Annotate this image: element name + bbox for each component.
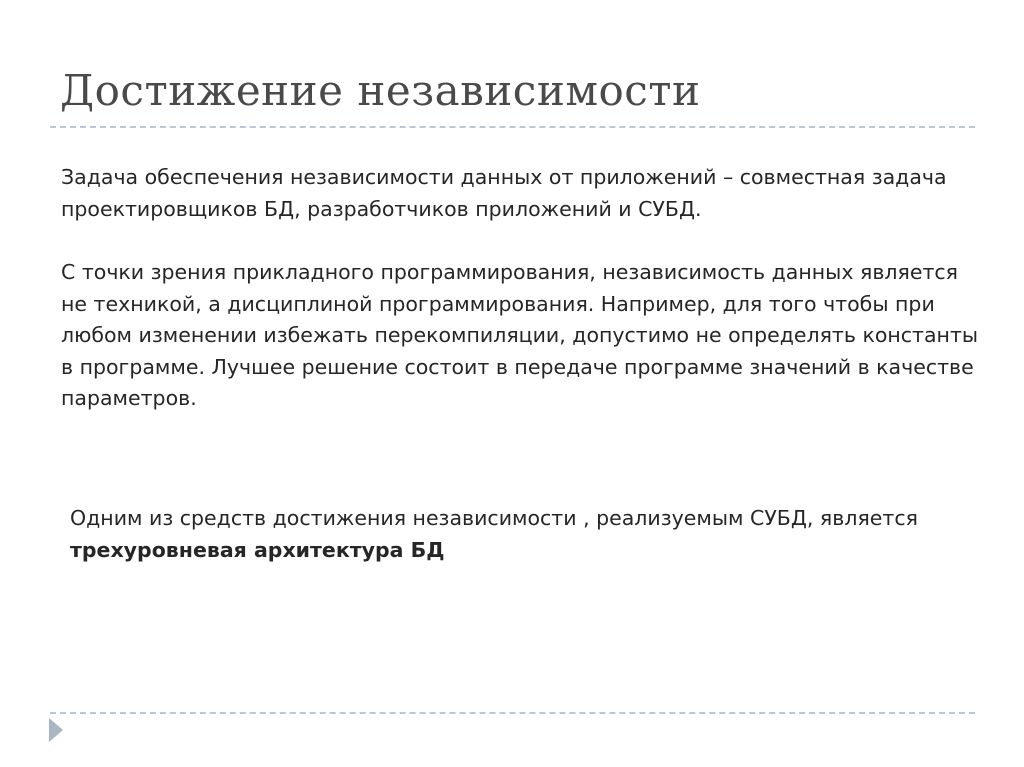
slide-title: Достижение независимости: [60, 66, 701, 115]
architecture-emphasis: трехуровневая архитектура БД: [70, 537, 445, 562]
title-divider: [50, 126, 975, 128]
paragraph-architecture: [70, 503, 990, 566]
architecture-intro: Одним из средств достижения независимости , реализуемым СУБД, является: [70, 506, 918, 530]
paragraph-programming: С точки зрения прикладного программирования, независимость данных является не техникой, а дисциплиной программирования. Например, для того чтобы при любом изменении избежать перекомпиляции, допустимо не определять константы в программе. Лучшее решение состоит в передаче программе значений в качестве параметров.: [61, 260, 979, 410]
footer-divider: [50, 712, 975, 714]
next-slide-triangle-icon[interactable]: [49, 718, 63, 742]
paragraph-task: Задача обеспечения независимости данных от приложений – совместная задача проектировщиков БД, разработчиков приложений и СУБД.: [61, 165, 947, 221]
